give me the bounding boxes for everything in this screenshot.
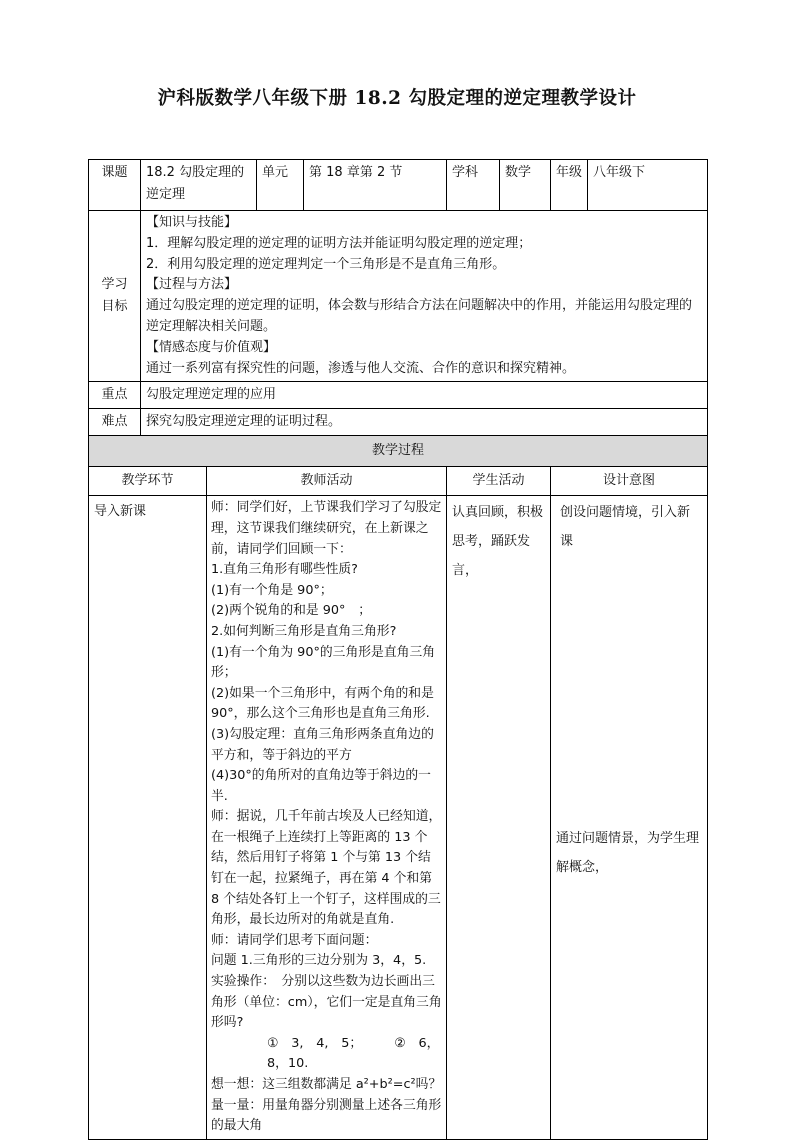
teacher-activity (207, 496, 447, 1139)
grade-label: 年级 (551, 160, 588, 211)
teacher-line: (1)有一个角是 90°； (211, 582, 333, 598)
key-point-value: 勾股定理逆定理的应用 (141, 382, 708, 409)
column-header-teacher: 教师活动 (207, 467, 447, 496)
column-header-row (89, 467, 708, 496)
intent-line: 通过问题情景，为学生理解概念， (556, 831, 700, 876)
grade-value: 八年级下 (588, 160, 708, 211)
key-point-label: 重点 (89, 382, 141, 409)
difficulty-value: 探究勾股定理逆定理的证明过程。 (141, 409, 708, 436)
teacher-line: 师：据说，几千年前古埃及人已经知道，在一根绳子上连续打上等距离的 13 个结，然后用钉子将第 1 个与第 13 个结钉在一起，拉紧绳子，再在第 4 个和第 8 个结处各钉上一个钉子，这样围成的三角形，最长边所对的角就是直角. (211, 809, 442, 928)
teacher-line: 师：请同学们思考下面问题： (211, 932, 378, 948)
page-title: 沪科版数学八年级下册 18.2 勾股定理的逆定理教学设计 (157, 88, 637, 109)
unit-value: 第 18 章第 2 节 (304, 160, 447, 211)
column-header-student: 学生活动 (447, 467, 551, 496)
teacher-line: ① 3, 4, 5； ② 6，8，10. (267, 1035, 440, 1072)
difficulty-row (89, 409, 708, 436)
teacher-line: (2)两个锐角的和是 90° ； (211, 603, 372, 619)
teacher-line: 2.如何判断三角形是直角三角形? (211, 623, 397, 639)
stage-cell: 导入新课 (89, 496, 207, 1139)
objective-line: 1．理解勾股定理的逆定理的证明方法并能证明勾股定理的逆定理； (146, 235, 532, 251)
column-header-stage: 教学环节 (89, 467, 207, 496)
objective-line: 【情感态度与价值观】 (146, 339, 277, 355)
teacher-line: 实验操作： 分别以这些数为边长画出三角形（单位：cm），它们一定是直角三角形吗? (211, 974, 442, 1031)
teacher-line: 问题 1.三角形的三边分别为 3，4，5. (211, 953, 427, 969)
teacher-line: 想一想：这三组数都满足 a²+b²=c²吗？ (211, 1077, 442, 1092)
teacher-line: 1.直角三角形有哪些性质? (211, 562, 358, 578)
teacher-line: (1)有一个角为 90°的三角形是直角三角形； (211, 644, 436, 681)
objective-line: 2．利用勾股定理的逆定理判定一个三角形是不是直角三角形。 (146, 256, 506, 272)
objectives-row (89, 211, 708, 382)
subject-label: 学科 (447, 160, 500, 211)
difficulty-label: 难点 (89, 409, 141, 436)
column-header-intent: 设计意图 (551, 467, 708, 496)
objective-line: 通过一系列富有探究性的问题，渗透与他人交流、合作的意识和探究精神。 (146, 360, 576, 376)
objective-line: 【过程与方法】 (146, 277, 238, 293)
key-point-row (89, 382, 708, 409)
objective-line: 通过勾股定理的逆定理的证明，体会数与形结合方法在问题解决中的作用，并能运用勾股定理的逆定理解决相关问题。 (146, 298, 693, 334)
student-activity: 认真回顾，积极思考，踊跃发言， (447, 496, 551, 1139)
lesson-plan-table (88, 159, 708, 1140)
subject-value: 数学 (500, 160, 551, 211)
teacher-line: (4)30°的角所对的直角边等于斜边的一半. (211, 768, 431, 804)
teacher-line: (2)如果一个三角形中，有两个角的和是 90°，那么这个三角形也是直角三角形. (211, 685, 434, 722)
objectives-label: 学习 目标 (89, 211, 141, 382)
objective-line: 【知识与技能】 (146, 215, 238, 230)
info-row (89, 160, 708, 211)
intro-row (89, 496, 708, 1139)
topic-label: 课题 (89, 160, 141, 211)
teacher-line: 量一量：用量角器分别测量上述各三角形的最大角 (211, 1097, 442, 1134)
teacher-line: 师：同学们好，上节课我们学习了勾股定理，这节课我们继续研究，在上新课之前，请同学们回顾一下： (211, 500, 442, 557)
intent-line: 创设问题情境，引入新课 (560, 505, 691, 550)
topic-value: 18.2 勾股定理的逆定理 (141, 160, 257, 211)
process-header-row (89, 436, 708, 467)
design-intent (551, 496, 708, 1139)
unit-label: 单元 (257, 160, 304, 211)
process-header: 教学过程 (89, 436, 708, 467)
teacher-line: (3)勾股定理：直角三角形两条直角边的平方和，等于斜边的平方 (211, 726, 434, 763)
objectives-content (141, 211, 708, 382)
